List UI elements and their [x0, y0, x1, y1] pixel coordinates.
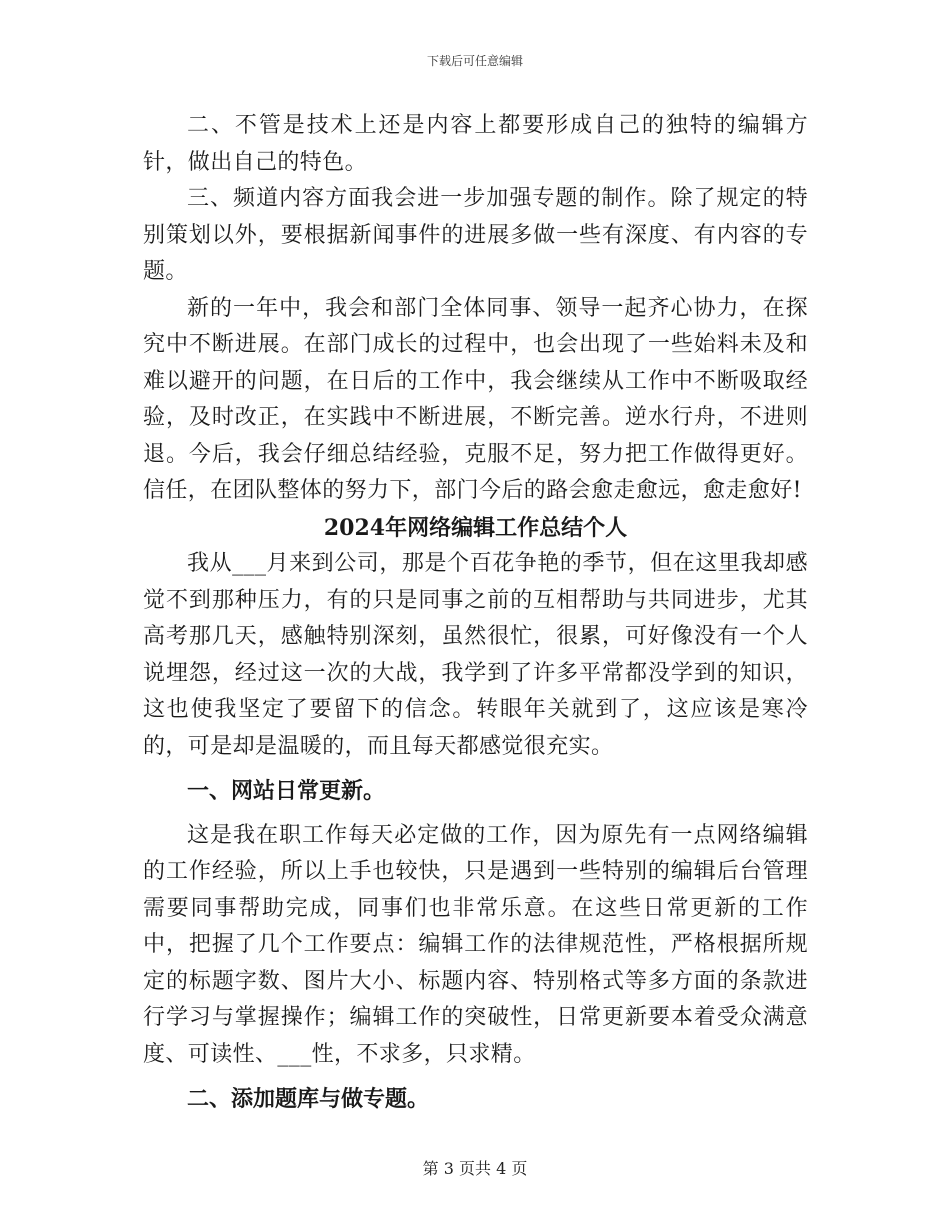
paragraph-channel-content: 三、频道内容方面我会进一步加强专题的制作。除了规定的特别策划以外，要根据新闻事件的进展多做一些有深度、有内容的专题。: [143, 186, 808, 284]
document-body: [143, 108, 808, 1118]
paragraph-daily-update: 这是我在职工作每天必定做的工作，因为原先有一点网络编辑的工作经验，所以上手也较快，只是遇到一些特别的编辑后台管理需要同事帮助完成，同事们也非常乐意。在这些日常更新的工作中，把握了几个工作要点：编辑工作的法律规范性，严格根据所规定的标题字数、图片大小、标题内容、特别格式等多方面的条款进行学习与掌握操作；编辑工作的突破性，日常更新要本着受众满意度、可读性、___性，不求多，只求精。: [143, 822, 808, 1067]
paragraph-editing-policy: 二、不管是技术上还是内容上都要形成自己的独特的编辑方针，做出自己的特色。: [143, 113, 808, 175]
section-title: 2024年网络编辑工作总结个人: [323, 514, 628, 541]
paragraph-intro: 我从___月来到公司，那是个百花争艳的季节，但在这里我却感觉不到那种压力，有的只是同事之前的互相帮助与共同进步，尤其高考那几天，感触特别深刻，虽然很忙，很累，可好像没有一个人说埋怨，经过这一次的大战，我学到了许多平常都没学到的知识，这也使我坚定了要留下的信念。转眼年关就到了，这应该是寒冷的，可是却是温暖的，而且每天都感觉很充实。: [143, 551, 808, 759]
heading-question-bank: 二、添加题库与做专题。: [187, 1086, 430, 1112]
paragraph-new-year: 新的一年中，我会和部门全体同事、领导一起齐心协力，在探究中不断进展。在部门成长的过程中，也会出现了一些始料未及和难以避开的问题，在日后的工作中，我会继续从工作中不断吸取经验，及时改正，在实践中不断进展，不断完善。逆水行舟，不进则退。今后，我会仔细总结经验，克服不足，努力把工作做得更好。信任，在团队整体的努力下，部门今后的路会愈走愈远，愈走愈好!: [143, 295, 808, 503]
page-footer: 第 3 页共 4 页: [422, 1159, 528, 1178]
page-header: 下载后可任意编辑: [426, 54, 523, 68]
heading-daily-update: 一、网站日常更新。: [187, 778, 386, 804]
